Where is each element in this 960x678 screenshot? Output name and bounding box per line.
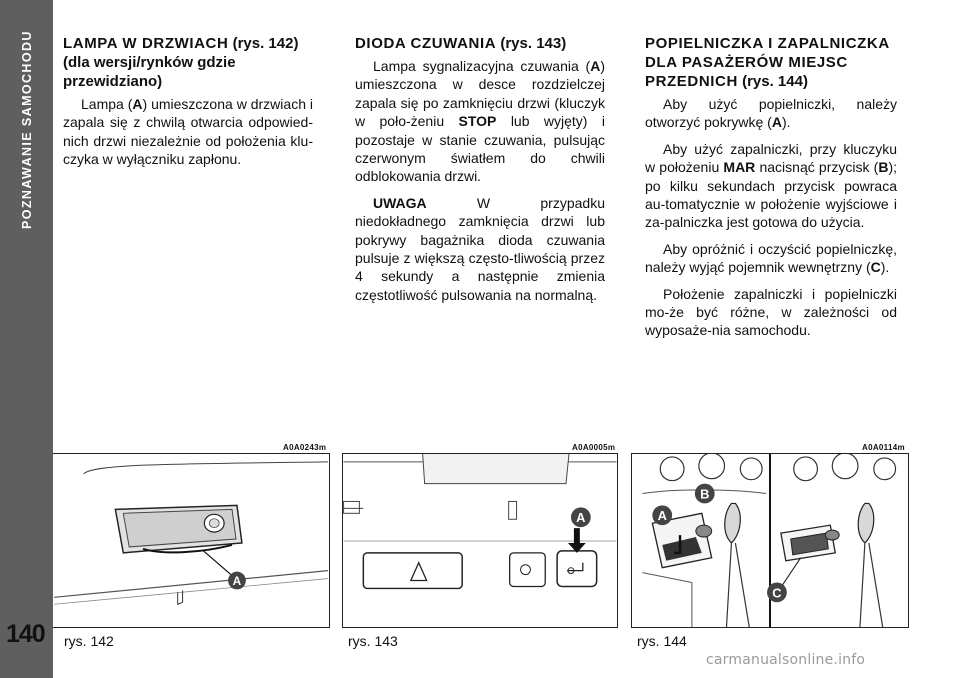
figure-ashtray [631, 453, 909, 628]
console-illustration [632, 454, 908, 627]
side-bar [0, 0, 53, 678]
section-ashtray [645, 34, 897, 348]
fig1-label-a: A [232, 573, 242, 588]
door-lamp-heading [63, 34, 313, 91]
ashtray-title: POPIELNICZKA I ZAPALNICZKA DLA PASAŻERÓW MIEJSC PRZEDNICH [645, 35, 890, 90]
fig3-code: A0A0114m [862, 443, 905, 452]
ashtray-text-3: Aby opróżnić i oczyścić popielniczkę, należy wyjąć pojemnik wewnętrzny (C). [645, 240, 897, 276]
fig2-label-a: A [576, 510, 586, 526]
section-title: POZNAWANIE SAMOCHODU [20, 30, 34, 229]
door-lamp-subtitle: (dla wersji/rynków gdzie przewidziano) [63, 54, 236, 90]
ashtray-heading [645, 34, 897, 91]
ashtray-text-4: Położenie zapalniczki i popielniczki mo-że być różne, w zależności od wyposaże-nia samochodu. [645, 285, 897, 339]
dashboard-illustration [343, 454, 617, 627]
figure-standby-led [342, 453, 618, 628]
door-lamp-ref: (rys. 142) [232, 35, 299, 52]
standby-led-heading [355, 34, 605, 53]
fig3-label-c: C [772, 585, 782, 601]
standby-led-ref: (rys. 143) [500, 35, 567, 52]
fig2-caption: rys. 143 [348, 633, 398, 649]
standby-led-warning: UWAGA W przypadku niedokładnego zamknięcia drzwi lub pokrywy bagażnika dioda czuwania pulsuje z większą często-tliwością przez 4 sekundy a następnie zmienia częstotliwość pulsowania na normalną. [355, 194, 605, 303]
door-lamp-text: Lampa (A) umieszczona w drzwiach i zapala się z chwilą otwarcia odpowied-nich drzwi niezależnie od położenia klu-czyka w wyłączniku zapłonu. [63, 96, 314, 168]
ashtray-text-2: Aby użyć zapalniczki, przy kluczyku w położeniu MAR nacisnąć przycisk (B); po kilku sekundach przycisk powraca au-tomatycznie w położenie wyjściowe i za-palniczka jest gotowa do użycia. [645, 140, 897, 231]
ashtray-ref: (rys. 144) [742, 73, 808, 90]
fig3-caption: rys. 144 [637, 633, 687, 649]
ashtray-text-1: Aby użyć popielniczki, należy otworzyć pokrywkę (A). [645, 96, 897, 131]
fig1-code: A0A0243m [283, 443, 327, 452]
door-lamp-title: LAMPA W DRZWIACH [63, 35, 229, 52]
section-standby-led [355, 34, 605, 312]
fig1-caption: rys. 142 [64, 633, 114, 649]
watermark: carmanualsonline.info [706, 652, 866, 668]
page-number: 140 [6, 620, 45, 648]
fig3-label-a: A [657, 508, 667, 524]
standby-led-title: DIODA CZUWANIA [355, 35, 497, 52]
fig3-label-b: B [700, 486, 710, 502]
fig2-code: A0A0005m [572, 443, 616, 452]
standby-led-text: Lampa sygnalizacyjna czuwania (A) umieszczona w desce rozdzielczej zapala się po zamknięciu drzwi (kluczyk w poło-żeniu STOP lub wyjęty) i pozostaje w stanie czuwania, pulsując czerwonym światłem do chwili odblokowania drzwi. [355, 58, 605, 185]
door-lamp-illustration [53, 454, 329, 627]
section-door-lamp [63, 34, 313, 177]
figure-door-lamp [53, 453, 330, 628]
